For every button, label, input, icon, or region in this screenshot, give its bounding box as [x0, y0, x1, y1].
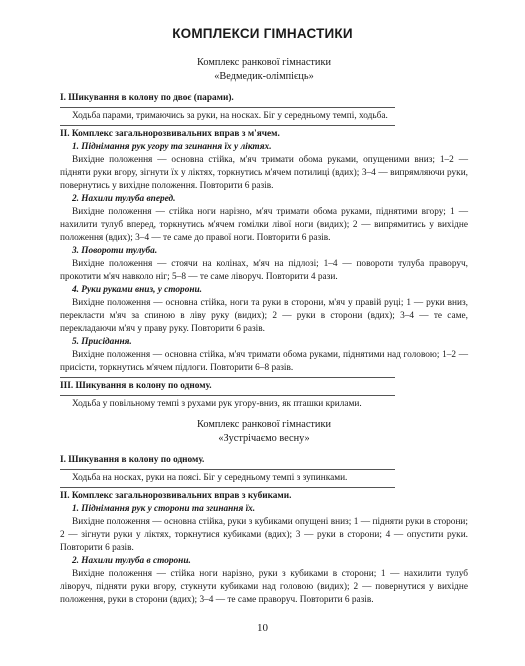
section-text: Ходьба у повільному темпі з рухами рук угору-вниз, як пташки крилами. [72, 399, 362, 409]
divider [60, 125, 395, 126]
divider [60, 395, 395, 396]
section-text: Ходьба на носках, руки на поясі. Біг у середньому темпі з зупинками. [72, 473, 348, 483]
section-text: Ходьба парами, тримаючись за руки, на носках. Біг у середньому темпі, ходьба. [72, 111, 388, 121]
exercise-text: Вихідне положення — основна стійка, м'яч тримати обома руками, піднятими над головою; 1–2 — присісти, торкнутись м'ячем підлоги. Повторити 6–8 разів. [60, 350, 468, 373]
section-heading: II. Комплекс загальнорозвивальних вправ з кубиками. [60, 491, 292, 501]
exercise-text: Вихідне положення — основна стійка, ноги та руки в сторони, м'яч у правій руці; 1 — руки вниз, перекласти м'яч за спиною в ліву руку (видих); 2 — руки в сторони (вдих); 3–4 — те саме, перекладаючи м'яч у праву руку. Повторити 6 разів. [60, 298, 468, 334]
complex-name: «Зустрічаємо весну» [218, 432, 310, 444]
exercise-title: 5. Присідання. [72, 337, 132, 347]
complex-ved-medyk [60, 56, 468, 411]
page-title: КОМПЛЕКСИ ГІМНАСТИКИ [172, 26, 353, 41]
exercise-text: Вихідне положення — стоячи на колінах, м'яч на підлозі; 1–4 — повороти тулуба праворуч, прокотити м'яч навколо ніг; 5–8 — те саме ліворуч. Повторити 4 рази. [60, 259, 468, 282]
exercise-title: 3. Повороти тулуба. [72, 246, 158, 256]
section-heading: III. Шикування в колону по одному. [60, 381, 212, 391]
divider [60, 469, 395, 470]
complex-zustrichaiemo-vesnu [60, 418, 468, 607]
exercise-text: Вихідне положення — стійка ноги нарізно, руки з кубиками в сторони; 1 — нахилити тулуб ліворуч, підняти руки вгору, стукнути кубиками над головою (видих); 2 — повернутися у вихідне положення, руки в сторони (вдих); 3–4 — те саме праворуч. Повторити 6 разів. [60, 569, 468, 605]
exercise-text: Вихідне положення — основна стійка, м'яч тримати обома руками, опущеними вниз; 1–2 — підняти руки вгору, зігнути їх у ліктях, торкнутись м'ячем потилиці (вдих); 3–4 — випрямляючи руки, повернутись у вихідне положення. Повторити 6 разів. [60, 155, 468, 191]
exercise-title: 1. Піднімання рук у сторони та згинання їх. [72, 504, 256, 514]
section-heading: II. Комплекс загальнорозвивальних вправ з м'ячем. [60, 129, 280, 139]
exercise-text: Вихідне положення — стійка ноги нарізно, м'яч тримати обома руками, піднятими вгору; 1 — нахилити тулуб вперед, торкнутись м'ячем гомілки лівої ноги (видих); 2 — випрямитись у вихідне положення (вдих); 3–4 — те саме до правої ноги. Повторити 6 разів. [60, 207, 468, 243]
complex-title: Комплекс ранкової гімнастики [197, 57, 331, 68]
exercise-text: Вихідне положення — основна стійка, руки з кубиками опущені вниз; 1 — підняти руки в сторони; 2 — зігнути руки у ліктях, торкнутися кубиками (вдих); 3 — руки в сторони; 4 — опустити руки. Повторити 6 разів. [60, 517, 468, 553]
exercise-title: 4. Руки руками вниз, у сторони. [72, 285, 203, 295]
divider [60, 377, 395, 378]
exercise-title: 2. Нахили тулуба вперед. [72, 194, 176, 204]
section-heading: I. Шикування в колону по двоє (парами). [60, 93, 234, 103]
complex-title: Комплекс ранкової гімнастики [197, 419, 331, 430]
exercise-title: 1. Піднімання рук угору та згинання їх у ліктях. [72, 142, 272, 152]
exercise-title: 2. Нахили тулуба в сторони. [72, 556, 191, 566]
divider [60, 487, 395, 488]
page-number: 10 [257, 622, 268, 634]
divider [60, 107, 395, 108]
complex-name: «Ведмедик-олімпієць» [214, 70, 314, 82]
section-heading: I. Шикування в колону по одному. [60, 455, 205, 465]
